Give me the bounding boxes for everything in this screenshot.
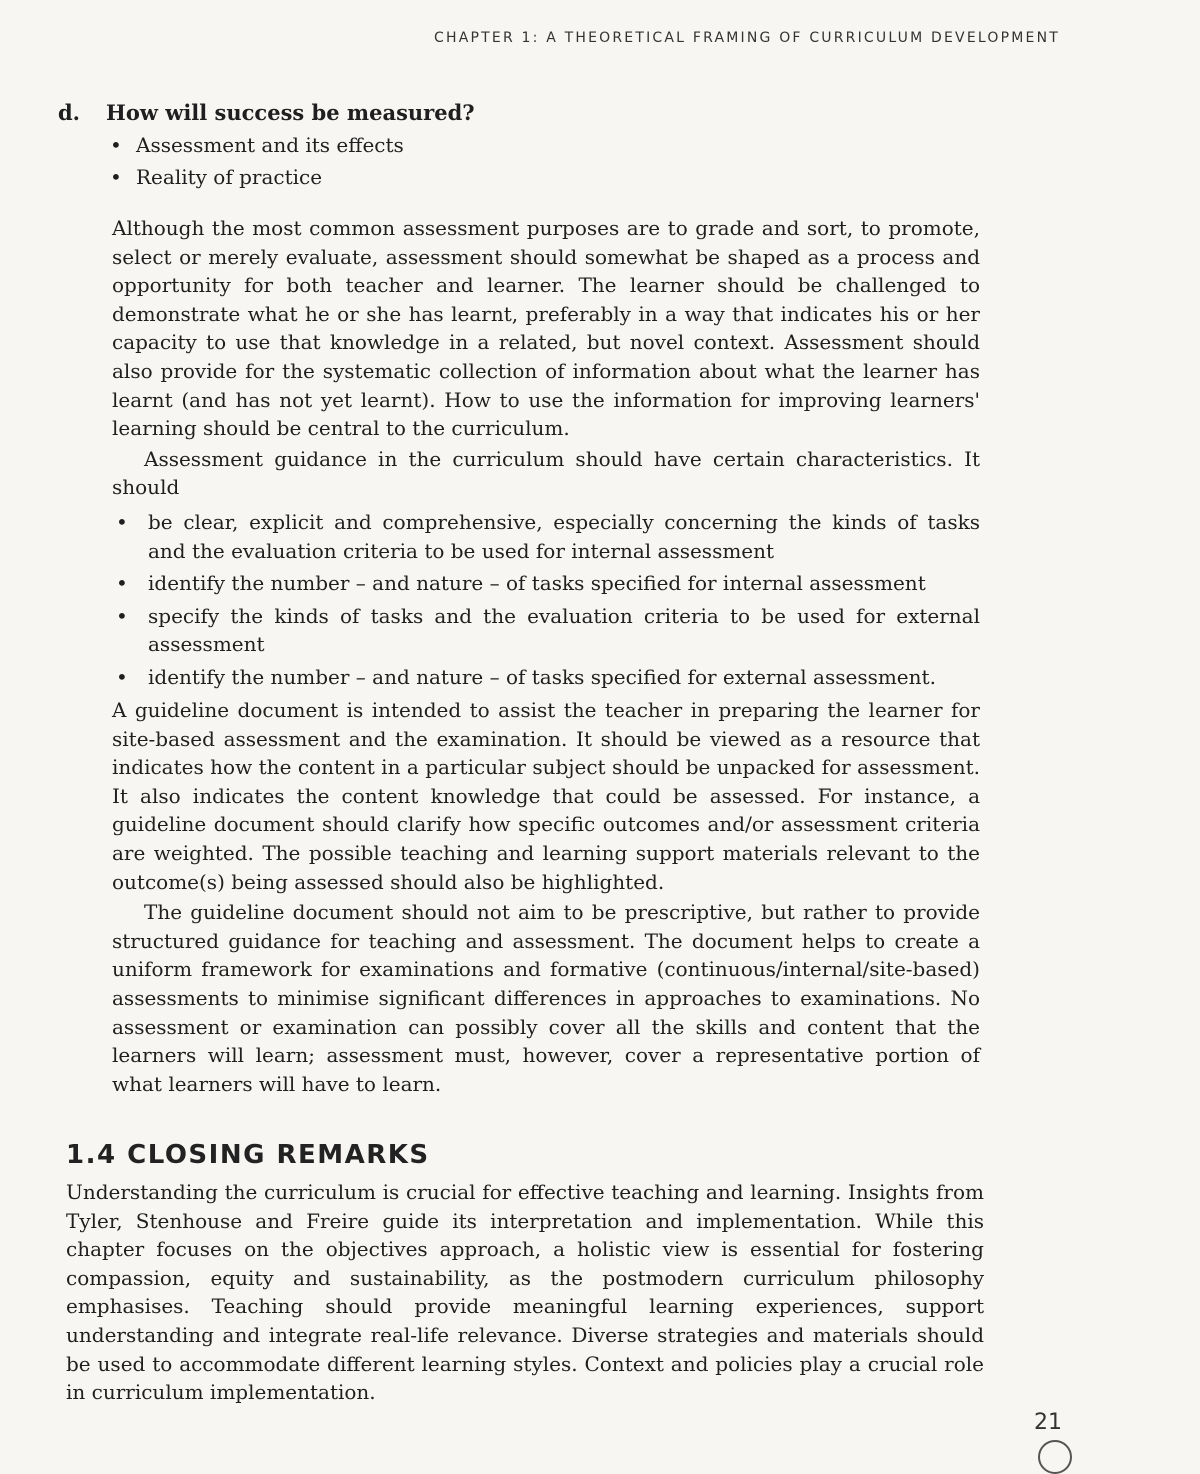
bullet-item: • Assessment and its effects xyxy=(110,133,988,157)
section-d-letter: d. xyxy=(58,100,80,125)
list-item: • be clear, explicit and comprehensive, especially concerning the kinds of tasks and the evaluation criteria to be used for internal assessment xyxy=(112,508,980,565)
page-number: 21 xyxy=(1034,1410,1062,1435)
closing-paragraph: Understanding the curriculum is crucial for effective teaching and learning. Insights from Tyler, Stenhouse and Freire guide its interpretation and implementation. While this chapter focuses on the objectives approach, a holistic view is essential for fostering compassion, equity and sustainability, as the postmodern curriculum philosophy emphasises. Teaching should provide meaningful learning experiences, support understanding and integrate real-life relevance. Diverse strategies and materials should be used to accommodate different learning styles. Context and policies play a crucial role in curriculum implementation. xyxy=(66,1180,984,1405)
list-item: • identify the number – and nature – of tasks specified for external assessment. xyxy=(112,663,980,692)
paragraph: Although the most common assessment purposes are to grade and sort, to promote, select or merely evaluate, assessment should somewhat be shaped as a process and opportunity for both teacher and learner. The learner should be challenged to demonstrate what he or she has learnt, preferably in a way that indicates his or her capacity to use that knowledge in a related, but novel context. Assessment should also provide for the systematic collection of information about what the learner has learnt (and has not yet learnt). How to use the information for improving learners' learning should be central to the curriculum. xyxy=(112,216,980,441)
publisher-logo-icon xyxy=(1038,1440,1072,1474)
section-d-title: How will success be measured? xyxy=(106,100,475,125)
bullet-item: • Reality of practice xyxy=(110,165,988,189)
guideline-text xyxy=(112,696,980,1098)
paragraph: A guideline document is intended to assist the teacher in preparing the learner for site-based assessment and the examination. It should be viewed as a resource that indicates how the content in a particular subject should be unpacked for assessment. It also indicates the content knowledge that could be assessed. For instance, a guideline document should clarify how specific outcomes and/or assessment criteria are weighted. The possible teaching and learning support materials relevant to the outcome(s) being assessed should also be highlighted. xyxy=(112,698,980,894)
paragraph: The guideline document should not aim to be prescriptive, but rather to provide structured guidance for teaching and assessment. The document helps to create a uniform framework for examinations and formative (continuous/internal/site-based) assessments to minimise significant differences in approaches to examinations. No assessment or examination can possibly cover all the skills and content that the learners will learn; assessment must, however, cover a representative portion of what learners will have to learn. xyxy=(112,900,980,1096)
assessment-text xyxy=(112,214,980,696)
list-item: • identify the number – and nature – of tasks specified for internal assessment xyxy=(112,569,980,598)
section-d-bullets xyxy=(110,133,988,189)
section-d xyxy=(58,100,988,197)
running-head: CHAPTER 1: A THEORETICAL FRAMING OF CURRICULUM DEVELOPMENT xyxy=(434,30,1060,46)
section-d-heading xyxy=(58,100,988,125)
paragraph: Assessment guidance in the curriculum should have certain characteristics. It should xyxy=(112,446,980,500)
section-heading: 1.4 CLOSING REMARKS xyxy=(66,1140,430,1170)
list-item: • specify the kinds of tasks and the evaluation criteria to be used for external assessment xyxy=(112,602,980,659)
characteristics-list xyxy=(112,508,980,692)
